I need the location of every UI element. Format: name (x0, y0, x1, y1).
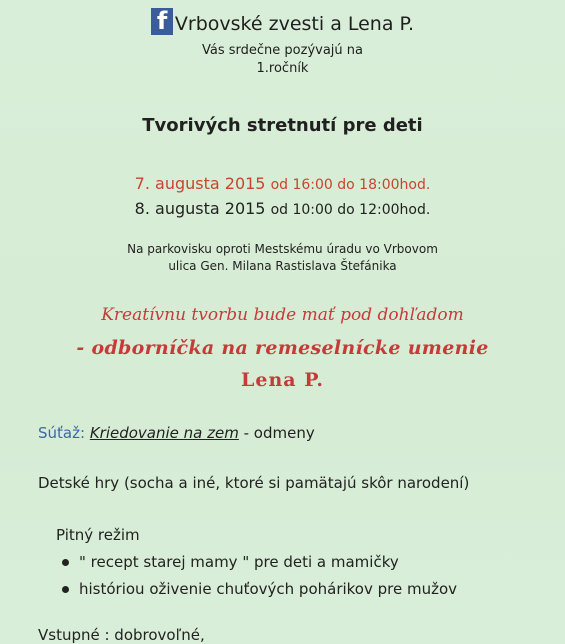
drink-item-2: históriou oživenie chuťových pohárikov pre mužov (79, 580, 458, 598)
location-line-2: ulica Gen. Milana Rastislava Štefánika (168, 259, 397, 273)
supervisor-name: Lena P. (241, 369, 324, 391)
bullet-icon (62, 586, 69, 593)
contest-rest: - odmeny (238, 424, 315, 442)
drinks-list (62, 549, 457, 603)
facebook-icon (151, 8, 173, 35)
invite-text: Vás srdečne pozývajú na (202, 43, 363, 58)
list-item (62, 549, 457, 576)
list-item (62, 576, 457, 603)
time-2: od 10:00 do 12:00hod. (270, 202, 431, 218)
header-title-row (151, 8, 414, 35)
drinks-heading: Pitný režim (56, 526, 140, 544)
contest-activity: Kriedovanie na zem (89, 424, 239, 442)
date-line-1 (0, 172, 565, 197)
drink-item-1: " recept starej mamy " pre deti a mamičky (79, 553, 399, 571)
supervision-line-2: - odborníčka na remeselnícke umenie (76, 337, 489, 359)
date-1: 7. augusta 2015 (134, 174, 266, 193)
entry-fee: Vstupné : dobrovoľné, (38, 626, 205, 644)
location-line-1: Na parkovisku oproti Mestskému úradu vo Vrbovom (127, 242, 438, 256)
date-line-2 (0, 197, 565, 222)
contest-label: Súťaž: (38, 424, 86, 442)
date-2: 8. augusta 2015 (134, 199, 266, 218)
event-title: Tvorivých stretnutí pre deti (142, 115, 423, 136)
event-location (0, 241, 565, 275)
contest-line (38, 424, 315, 442)
time-1: od 16:00 do 18:00hod. (270, 177, 431, 193)
edition-text: 1.ročník (256, 61, 309, 76)
event-dates (0, 172, 565, 222)
bullet-icon (62, 559, 69, 566)
poster-header (0, 8, 565, 76)
games-line: Detské hry (socha a iné, ktoré si pamätajú skôr narodení) (38, 474, 470, 492)
header-title: Vrbovské zvesti a Lena P. (174, 13, 415, 35)
supervision-line-1: Kreatívnu tvorbu bude mať pod dohľadom (101, 305, 464, 325)
